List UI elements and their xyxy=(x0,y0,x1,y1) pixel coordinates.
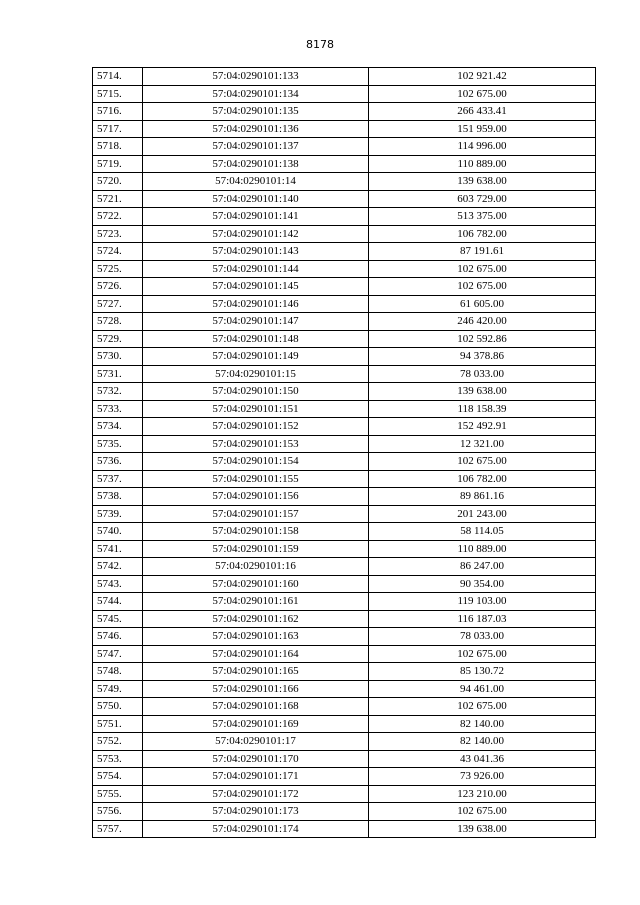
row-number: 5743. xyxy=(93,575,143,593)
table-row xyxy=(93,803,596,821)
row-number: 5737. xyxy=(93,470,143,488)
cadastral-number: 57:04:0290101:16 xyxy=(143,558,369,576)
table-row xyxy=(93,820,596,838)
cadastral-number: 57:04:0290101:135 xyxy=(143,103,369,121)
cadastral-value: 94 461.00 xyxy=(369,680,596,698)
table-row xyxy=(93,85,596,103)
row-number: 5719. xyxy=(93,155,143,173)
cadastral-value: 12 321.00 xyxy=(369,435,596,453)
cadastral-value: 139 638.00 xyxy=(369,820,596,838)
table-row xyxy=(93,523,596,541)
cadastral-value: 73 926.00 xyxy=(369,768,596,786)
table-row xyxy=(93,663,596,681)
cadastral-value: 106 782.00 xyxy=(369,470,596,488)
cadastral-value: 102 675.00 xyxy=(369,803,596,821)
cadastral-value: 106 782.00 xyxy=(369,225,596,243)
cadastral-value: 89 861.16 xyxy=(369,488,596,506)
cadastral-number: 57:04:0290101:155 xyxy=(143,470,369,488)
row-number: 5740. xyxy=(93,523,143,541)
table-row xyxy=(93,453,596,471)
row-number: 5754. xyxy=(93,768,143,786)
cadastral-number: 57:04:0290101:140 xyxy=(143,190,369,208)
row-number: 5715. xyxy=(93,85,143,103)
row-number: 5730. xyxy=(93,348,143,366)
row-number: 5752. xyxy=(93,733,143,751)
table-row xyxy=(93,365,596,383)
row-number: 5748. xyxy=(93,663,143,681)
cadastral-number: 57:04:0290101:173 xyxy=(143,803,369,821)
cadastral-value: 102 675.00 xyxy=(369,278,596,296)
cadastral-number: 57:04:0290101:152 xyxy=(143,418,369,436)
cadastral-number: 57:04:0290101:159 xyxy=(143,540,369,558)
row-number: 5733. xyxy=(93,400,143,418)
cadastral-number: 57:04:0290101:171 xyxy=(143,768,369,786)
row-number: 5751. xyxy=(93,715,143,733)
registry-table xyxy=(92,67,596,838)
cadastral-number: 57:04:0290101:144 xyxy=(143,260,369,278)
cadastral-value: 102 675.00 xyxy=(369,453,596,471)
cadastral-number: 57:04:0290101:143 xyxy=(143,243,369,261)
cadastral-value: 87 191.61 xyxy=(369,243,596,261)
table-row xyxy=(93,558,596,576)
row-number: 5745. xyxy=(93,610,143,628)
cadastral-number: 57:04:0290101:170 xyxy=(143,750,369,768)
row-number: 5722. xyxy=(93,208,143,226)
row-number: 5725. xyxy=(93,260,143,278)
table-row xyxy=(93,505,596,523)
cadastral-value: 603 729.00 xyxy=(369,190,596,208)
row-number: 5717. xyxy=(93,120,143,138)
table-row xyxy=(93,733,596,751)
table-row xyxy=(93,785,596,803)
table-row xyxy=(93,645,596,663)
table-row xyxy=(93,610,596,628)
cadastral-value: 139 638.00 xyxy=(369,173,596,191)
cadastral-value: 78 033.00 xyxy=(369,365,596,383)
row-number: 5724. xyxy=(93,243,143,261)
cadastral-number: 57:04:0290101:172 xyxy=(143,785,369,803)
cadastral-value: 82 140.00 xyxy=(369,733,596,751)
table-row xyxy=(93,628,596,646)
row-number: 5736. xyxy=(93,453,143,471)
table-row xyxy=(93,173,596,191)
cadastral-number: 57:04:0290101:150 xyxy=(143,383,369,401)
table-row xyxy=(93,68,596,86)
table-row xyxy=(93,575,596,593)
table-row xyxy=(93,715,596,733)
table-row xyxy=(93,768,596,786)
table-row xyxy=(93,208,596,226)
cadastral-number: 57:04:0290101:158 xyxy=(143,523,369,541)
row-number: 5742. xyxy=(93,558,143,576)
cadastral-number: 57:04:0290101:154 xyxy=(143,453,369,471)
row-number: 5746. xyxy=(93,628,143,646)
table-row xyxy=(93,680,596,698)
row-number: 5735. xyxy=(93,435,143,453)
row-number: 5727. xyxy=(93,295,143,313)
cadastral-number: 57:04:0290101:174 xyxy=(143,820,369,838)
cadastral-number: 57:04:0290101:153 xyxy=(143,435,369,453)
cadastral-value: 152 492.91 xyxy=(369,418,596,436)
row-number: 5728. xyxy=(93,313,143,331)
cadastral-value: 513 375.00 xyxy=(369,208,596,226)
row-number: 5726. xyxy=(93,278,143,296)
cadastral-value: 102 675.00 xyxy=(369,645,596,663)
cadastral-value: 246 420.00 xyxy=(369,313,596,331)
row-number: 5721. xyxy=(93,190,143,208)
table-row xyxy=(93,470,596,488)
cadastral-number: 57:04:0290101:146 xyxy=(143,295,369,313)
table-row xyxy=(93,103,596,121)
cadastral-number: 57:04:0290101:156 xyxy=(143,488,369,506)
registry-table-body xyxy=(93,68,596,838)
row-number: 5741. xyxy=(93,540,143,558)
row-number: 5729. xyxy=(93,330,143,348)
table-row xyxy=(93,750,596,768)
cadastral-number: 57:04:0290101:168 xyxy=(143,698,369,716)
table-row xyxy=(93,488,596,506)
table-row xyxy=(93,243,596,261)
table-row xyxy=(93,225,596,243)
cadastral-number: 57:04:0290101:160 xyxy=(143,575,369,593)
cadastral-number: 57:04:0290101:147 xyxy=(143,313,369,331)
row-number: 5738. xyxy=(93,488,143,506)
cadastral-number: 57:04:0290101:14 xyxy=(143,173,369,191)
cadastral-value: 86 247.00 xyxy=(369,558,596,576)
cadastral-value: 110 889.00 xyxy=(369,540,596,558)
cadastral-value: 118 158.39 xyxy=(369,400,596,418)
table-row xyxy=(93,138,596,156)
cadastral-number: 57:04:0290101:166 xyxy=(143,680,369,698)
table-row xyxy=(93,120,596,138)
cadastral-number: 57:04:0290101:15 xyxy=(143,365,369,383)
cadastral-number: 57:04:0290101:151 xyxy=(143,400,369,418)
cadastral-number: 57:04:0290101:163 xyxy=(143,628,369,646)
cadastral-number: 57:04:0290101:165 xyxy=(143,663,369,681)
cadastral-number: 57:04:0290101:145 xyxy=(143,278,369,296)
cadastral-value: 94 378.86 xyxy=(369,348,596,366)
cadastral-value: 139 638.00 xyxy=(369,383,596,401)
cadastral-number: 57:04:0290101:137 xyxy=(143,138,369,156)
cadastral-value: 119 103.00 xyxy=(369,593,596,611)
row-number: 5747. xyxy=(93,645,143,663)
row-number: 5749. xyxy=(93,680,143,698)
table-row xyxy=(93,435,596,453)
row-number: 5732. xyxy=(93,383,143,401)
row-number: 5753. xyxy=(93,750,143,768)
table-row xyxy=(93,418,596,436)
cadastral-value: 114 996.00 xyxy=(369,138,596,156)
row-number: 5714. xyxy=(93,68,143,86)
table-row xyxy=(93,400,596,418)
cadastral-value: 266 433.41 xyxy=(369,103,596,121)
table-row xyxy=(93,383,596,401)
table-row xyxy=(93,348,596,366)
cadastral-value: 85 130.72 xyxy=(369,663,596,681)
cadastral-value: 102 675.00 xyxy=(369,698,596,716)
row-number: 5757. xyxy=(93,820,143,838)
row-number: 5756. xyxy=(93,803,143,821)
cadastral-value: 43 041.36 xyxy=(369,750,596,768)
cadastral-number: 57:04:0290101:164 xyxy=(143,645,369,663)
cadastral-value: 102 592.86 xyxy=(369,330,596,348)
cadastral-number: 57:04:0290101:142 xyxy=(143,225,369,243)
table-row xyxy=(93,260,596,278)
row-number: 5744. xyxy=(93,593,143,611)
cadastral-value: 123 210.00 xyxy=(369,785,596,803)
cadastral-number: 57:04:0290101:149 xyxy=(143,348,369,366)
cadastral-value: 116 187.03 xyxy=(369,610,596,628)
cadastral-number: 57:04:0290101:134 xyxy=(143,85,369,103)
row-number: 5720. xyxy=(93,173,143,191)
cadastral-number: 57:04:0290101:161 xyxy=(143,593,369,611)
cadastral-number: 57:04:0290101:136 xyxy=(143,120,369,138)
cadastral-value: 102 675.00 xyxy=(369,85,596,103)
row-number: 5734. xyxy=(93,418,143,436)
table-row xyxy=(93,540,596,558)
table-row xyxy=(93,330,596,348)
cadastral-value: 151 959.00 xyxy=(369,120,596,138)
cadastral-number: 57:04:0290101:141 xyxy=(143,208,369,226)
row-number: 5731. xyxy=(93,365,143,383)
table-row xyxy=(93,593,596,611)
cadastral-value: 102 921.42 xyxy=(369,68,596,86)
cadastral-value: 102 675.00 xyxy=(369,260,596,278)
table-row xyxy=(93,155,596,173)
cadastral-number: 57:04:0290101:138 xyxy=(143,155,369,173)
row-number: 5716. xyxy=(93,103,143,121)
table-row xyxy=(93,313,596,331)
cadastral-number: 57:04:0290101:162 xyxy=(143,610,369,628)
table-row xyxy=(93,698,596,716)
cadastral-value: 78 033.00 xyxy=(369,628,596,646)
cadastral-value: 58 114.05 xyxy=(369,523,596,541)
table-row xyxy=(93,278,596,296)
cadastral-number: 57:04:0290101:133 xyxy=(143,68,369,86)
cadastral-value: 61 605.00 xyxy=(369,295,596,313)
cadastral-number: 57:04:0290101:148 xyxy=(143,330,369,348)
cadastral-number: 57:04:0290101:169 xyxy=(143,715,369,733)
cadastral-number: 57:04:0290101:157 xyxy=(143,505,369,523)
cadastral-value: 201 243.00 xyxy=(369,505,596,523)
cadastral-value: 110 889.00 xyxy=(369,155,596,173)
page-number: 8178 xyxy=(306,38,334,51)
cadastral-number: 57:04:0290101:17 xyxy=(143,733,369,751)
row-number: 5723. xyxy=(93,225,143,243)
row-number: 5718. xyxy=(93,138,143,156)
table-row xyxy=(93,295,596,313)
cadastral-value: 82 140.00 xyxy=(369,715,596,733)
row-number: 5755. xyxy=(93,785,143,803)
cadastral-value: 90 354.00 xyxy=(369,575,596,593)
table-row xyxy=(93,190,596,208)
row-number: 5739. xyxy=(93,505,143,523)
row-number: 5750. xyxy=(93,698,143,716)
